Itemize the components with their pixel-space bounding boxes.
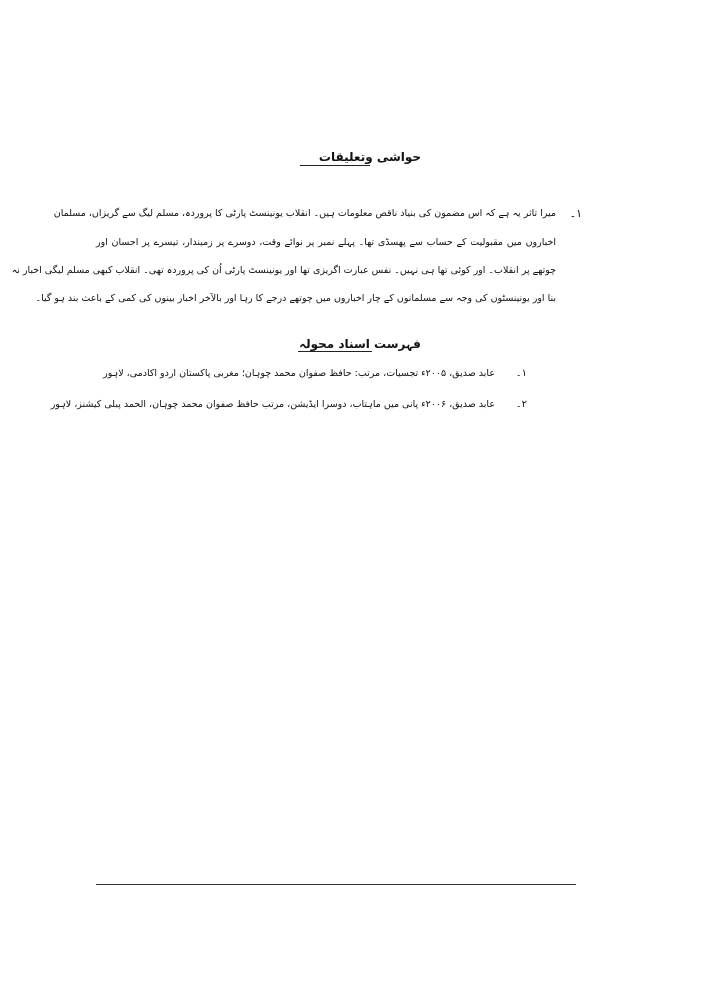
note-line-4: بنا اور یونینسٹوں کی وجہ سے مسلمانوں کے چار اخباروں میں چوتھے درجے کا رہا اور بالآخر اخبار بینوں کی کمی کے باعث بند ہو گیا۔ bbox=[35, 293, 556, 304]
notes-heading: حواشی وتعلیقات bbox=[318, 150, 422, 164]
source-number-2: ۲۔ bbox=[515, 399, 527, 410]
note-number: ۱۔ bbox=[569, 207, 582, 220]
source-entry-1: عابد صدیق، ۲۰۰۵ء تجسیات، مرتب: حافظ صفوان محمد چوہان؛ مغربی پاکستان اردو اکادمی، لاہور bbox=[103, 368, 495, 379]
sources-heading-underline bbox=[298, 351, 372, 352]
footer-rule bbox=[96, 884, 576, 885]
source-entry-2: عابد صدیق، ۲۰۰۶ء پانی میں ماہتاب، دوسرا ایڈیشن، مرتب حافظ صفوان محمد چوہان، الحمد پبلی کیشنز، لاہور bbox=[50, 399, 495, 410]
note-line-1: میرا تاثر یہ ہے کہ اس مضمون کی بنیاد ناقص معلومات ہیں۔ انقلاب یونینسٹ پارٹی کا پروردہ، مسلم لیگ سے گریزاں، مسلمان bbox=[53, 208, 556, 219]
note-line-3: چوتھے پر انقلاب۔ اور کوئی تھا ہی نہیں۔ نفس عبارت اگریزی تھا اور یونینسٹ پارٹی اُن کی پروردہ تھی۔ انقلاب کبھی مسلم لیگی اخبار نہ bbox=[11, 265, 556, 276]
note-line-2: اخباروں میں مقبولیت کے حساب سے پھسڈی تھا۔ پہلے نمبر پر نوائے وقت، دوسرے پر زمیندار، تیسرے پر احسان اور bbox=[96, 237, 556, 248]
sources-heading: فہرست اسناد محولہ bbox=[299, 337, 421, 351]
notes-heading-underline bbox=[300, 165, 370, 166]
source-number-1: ۱۔ bbox=[515, 368, 527, 379]
